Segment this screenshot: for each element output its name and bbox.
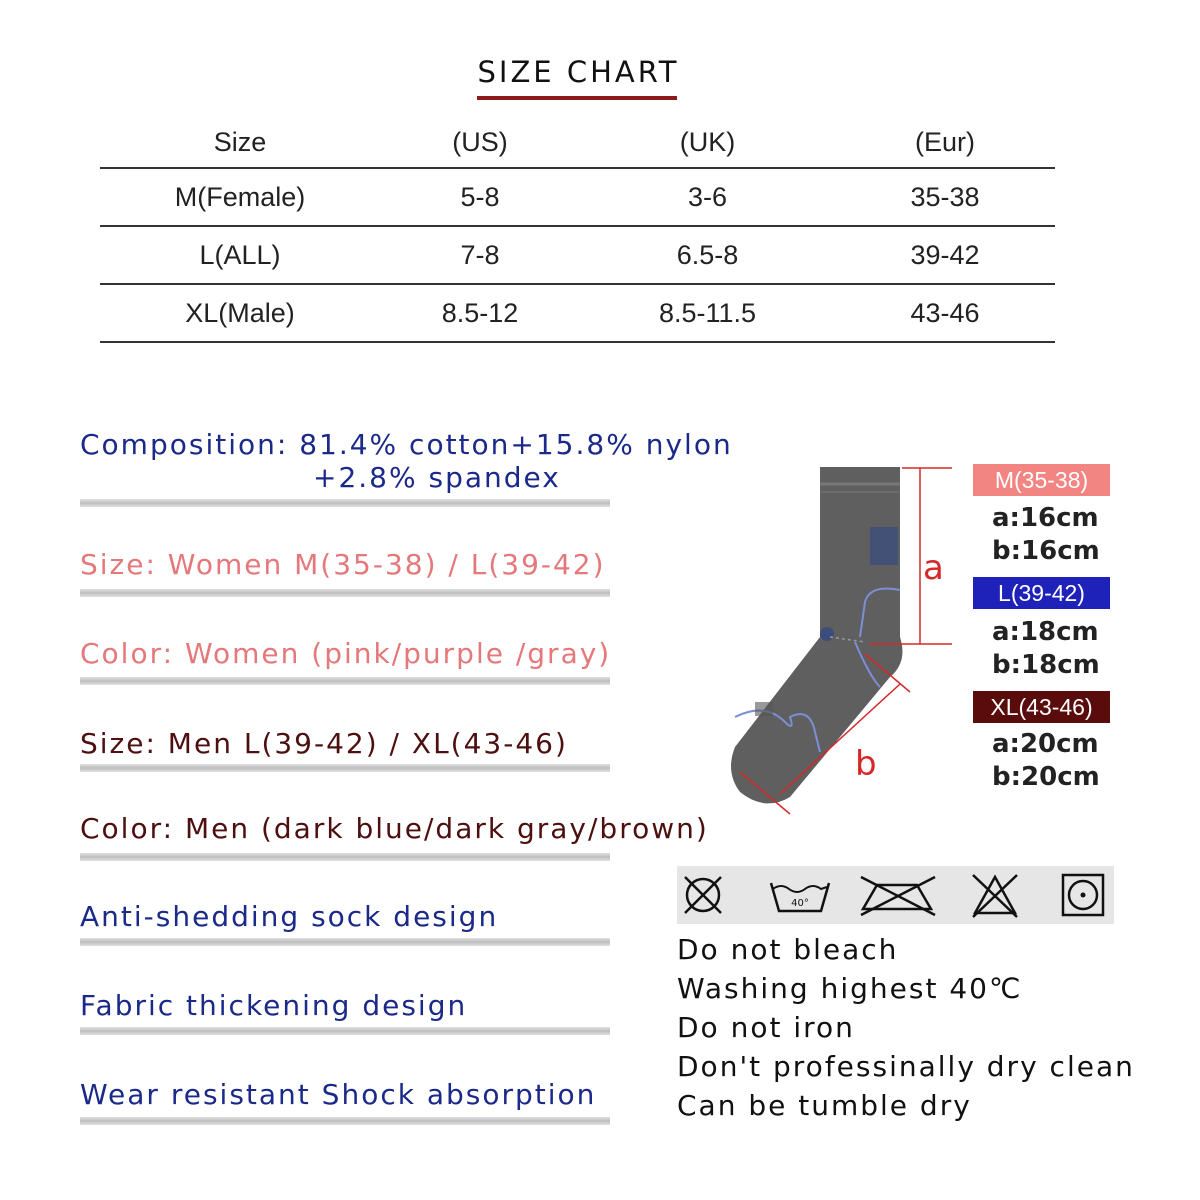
header-us: (US) bbox=[380, 118, 580, 168]
wear-text: Wear resistant Shock absorption bbox=[80, 1078, 597, 1111]
wash-40-icon bbox=[767, 871, 833, 919]
cell-size: XL(Male) bbox=[100, 284, 380, 342]
divider bbox=[80, 1117, 610, 1125]
anti-shedding-text: Anti-shedding sock design bbox=[80, 900, 499, 933]
header-uk: (UK) bbox=[580, 118, 835, 168]
label-a: a bbox=[923, 548, 944, 588]
cell-uk: 8.5-11.5 bbox=[580, 284, 835, 342]
measure-b-xl: b:20cm bbox=[992, 762, 1100, 792]
size-women-text: Size: Women M(35-38) / L(39-42) bbox=[80, 548, 606, 581]
cell-us: 7-8 bbox=[380, 226, 580, 284]
divider bbox=[80, 853, 610, 861]
divider bbox=[80, 499, 610, 507]
divider bbox=[80, 938, 610, 946]
care-icons bbox=[677, 866, 1114, 924]
divider bbox=[80, 677, 610, 685]
tumble-dry-icon bbox=[1059, 871, 1107, 919]
cell-eur: 39-42 bbox=[835, 226, 1055, 284]
sock-shape bbox=[731, 467, 902, 803]
measure-a-xl: a:20cm bbox=[992, 729, 1099, 759]
composition-line2: +2.8% spandex bbox=[313, 461, 561, 494]
do-not-bleach-icon bbox=[679, 871, 727, 919]
care-line-tumble: Can be tumble dry bbox=[677, 1089, 972, 1122]
cell-eur: 43-46 bbox=[835, 284, 1055, 342]
size-table bbox=[100, 118, 1055, 343]
table-header-row bbox=[100, 118, 1055, 168]
care-line-iron: Do not iron bbox=[677, 1011, 855, 1044]
cell-eur: 35-38 bbox=[835, 168, 1055, 226]
cell-us: 8.5-12 bbox=[380, 284, 580, 342]
size-men-text: Size: Men L(39-42) / XL(43-46) bbox=[80, 727, 568, 760]
composition-text bbox=[80, 428, 733, 494]
do-not-dry-clean-icon bbox=[969, 871, 1021, 919]
fabric-text: Fabric thickening design bbox=[80, 989, 468, 1022]
divider bbox=[80, 1027, 610, 1035]
cell-us: 5-8 bbox=[380, 168, 580, 226]
care-line-bleach: Do not bleach bbox=[677, 933, 899, 966]
size-tag-m: M(35-38) bbox=[973, 464, 1110, 496]
size-tag-l: L(39-42) bbox=[973, 577, 1110, 609]
header-size: Size bbox=[100, 118, 380, 168]
page-title: SIZE CHART bbox=[477, 55, 680, 89]
care-line-dry-clean: Don't professinally dry clean bbox=[677, 1050, 1135, 1083]
composition-line1: Composition: 81.4% cotton+15.8% nylon bbox=[80, 428, 733, 461]
table-row bbox=[100, 226, 1055, 284]
wash-temp-label: 40° bbox=[791, 898, 809, 909]
label-b: b bbox=[855, 744, 877, 784]
sock-diagram bbox=[720, 462, 960, 822]
divider bbox=[80, 589, 610, 597]
do-not-iron-icon bbox=[857, 871, 939, 919]
header-eur: (Eur) bbox=[835, 118, 1055, 168]
title-underline bbox=[477, 96, 677, 100]
divider bbox=[80, 764, 610, 772]
measure-b-l: b:18cm bbox=[992, 650, 1100, 680]
cell-uk: 6.5-8 bbox=[580, 226, 835, 284]
measure-a-l: a:18cm bbox=[992, 617, 1099, 647]
table-row bbox=[100, 168, 1055, 226]
color-women-text: Color: Women (pink/purple /gray) bbox=[80, 637, 612, 670]
table-row bbox=[100, 284, 1055, 342]
care-line-washing: Washing highest 40℃ bbox=[677, 972, 1023, 1005]
color-men-text: Color: Men (dark blue/dark gray/brown) bbox=[80, 812, 709, 845]
measure-a-m: a:16cm bbox=[992, 503, 1099, 533]
cell-size: M(Female) bbox=[100, 168, 380, 226]
cell-uk: 3-6 bbox=[580, 168, 835, 226]
measure-b-m: b:16cm bbox=[992, 536, 1100, 566]
size-tag-xl: XL(43-46) bbox=[973, 691, 1110, 723]
cell-size: L(ALL) bbox=[100, 226, 380, 284]
